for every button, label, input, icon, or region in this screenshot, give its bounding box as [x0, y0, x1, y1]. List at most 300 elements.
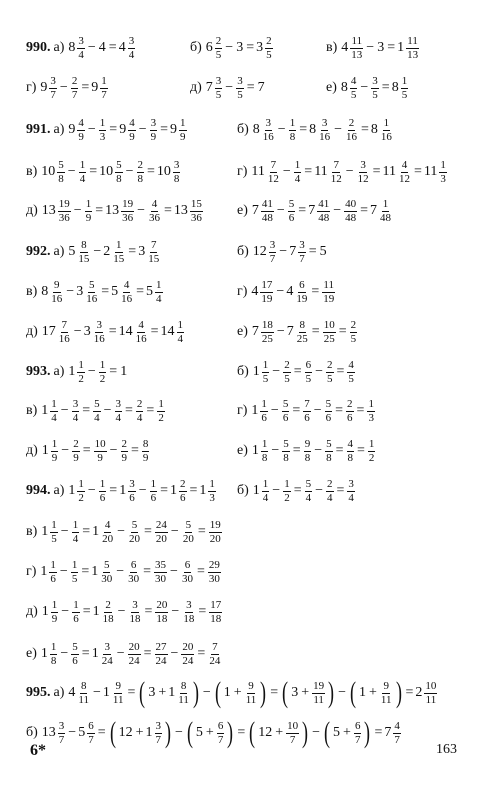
- fraction: [127, 520, 142, 545]
- fraction: [285, 721, 300, 746]
- exercise-item: [26, 191, 204, 231]
- denominator: 9: [85, 211, 92, 224]
- operator: =: [405, 685, 414, 700]
- operator: +: [158, 685, 167, 700]
- operator: −: [59, 80, 68, 95]
- operator: =: [374, 725, 383, 740]
- fraction-stack: [304, 439, 312, 464]
- numerator: 6: [305, 358, 312, 371]
- numerator: 1: [401, 74, 408, 87]
- numerator: 4: [401, 158, 408, 171]
- fraction-stack: [267, 160, 280, 185]
- math-expression: [68, 479, 217, 504]
- whole-part: 3: [256, 40, 264, 55]
- numerator: 9: [304, 437, 311, 450]
- fraction-stack: [128, 118, 136, 143]
- whole-part: 1: [68, 364, 76, 379]
- fraction: [70, 560, 80, 585]
- fraction-stack: [398, 160, 411, 185]
- numerator: 5: [326, 437, 332, 450]
- mixed-number: [68, 118, 86, 143]
- parenthesis: (: [186, 716, 193, 749]
- numerator: 1: [368, 397, 374, 410]
- fraction-stack: [286, 721, 299, 746]
- numerator: 2: [73, 437, 79, 450]
- denominator: 18: [156, 612, 168, 625]
- exercise-row: [0, 272, 480, 312]
- denominator: 30: [208, 572, 220, 585]
- numerator: 4: [123, 278, 130, 291]
- mixed-number: [370, 199, 393, 224]
- numerator: 1: [177, 318, 184, 331]
- numerator: 9: [383, 679, 389, 692]
- fraction-stack: [71, 642, 79, 667]
- numerator: 17: [261, 278, 273, 291]
- operator: =: [128, 244, 137, 259]
- denominator: 5: [71, 572, 78, 585]
- item-label: а): [53, 364, 65, 379]
- operator: =: [108, 324, 117, 339]
- denominator: 18: [129, 612, 141, 625]
- numerator: 3: [237, 74, 243, 87]
- exercise-item: [26, 110, 188, 150]
- denominator: 12: [398, 172, 410, 185]
- exercise-item: [237, 272, 336, 312]
- mixed-number: [68, 360, 86, 385]
- math-expression: [251, 399, 376, 424]
- operator: =: [82, 443, 91, 458]
- operator: −: [59, 564, 68, 579]
- fraction-stack: [51, 600, 59, 625]
- numerator: 8: [80, 679, 87, 692]
- numerator: 3: [50, 74, 56, 87]
- math-expression: [251, 160, 447, 185]
- numerator: 9: [115, 679, 121, 692]
- fraction-stack: [406, 36, 419, 61]
- operator: +: [135, 725, 144, 740]
- denominator: 48: [345, 211, 357, 224]
- exercise-item: [237, 471, 356, 511]
- denominator: 4: [305, 491, 312, 504]
- denominator: 5: [237, 88, 243, 101]
- operator: =: [308, 244, 317, 259]
- mixed-number: [92, 642, 115, 667]
- denominator: 24: [101, 654, 113, 667]
- fraction-stack: [262, 479, 270, 504]
- mixed-number: [253, 118, 276, 143]
- whole-part: 12: [252, 244, 267, 259]
- denominator: 5: [327, 372, 333, 385]
- numerator: 19: [313, 679, 325, 692]
- exercise-item: [237, 110, 394, 150]
- denominator: 4: [348, 491, 354, 504]
- operator: −: [271, 443, 280, 458]
- fraction-stack: [51, 439, 59, 464]
- fraction: [207, 642, 222, 667]
- parenthesis: ): [165, 716, 172, 749]
- parenthesis: ): [227, 716, 234, 749]
- fraction-stack: [305, 360, 313, 385]
- denominator: 9: [129, 130, 135, 143]
- fraction-stack: [283, 479, 291, 504]
- mixed-number: [119, 118, 137, 143]
- numerator: 6: [88, 719, 94, 732]
- item-label: б): [237, 483, 249, 498]
- numerator: 2: [347, 397, 353, 410]
- denominator: 13: [351, 48, 363, 61]
- denominator: 4: [156, 292, 162, 305]
- denominator: 16: [58, 332, 70, 345]
- fraction: [324, 439, 334, 464]
- numerator: 1: [262, 358, 269, 371]
- numerator: 5: [131, 518, 138, 531]
- fraction: [154, 600, 169, 625]
- operator: +: [343, 725, 351, 740]
- mixed-number: [424, 160, 448, 185]
- denominator: 4: [79, 172, 86, 185]
- operator: +: [369, 685, 377, 700]
- fraction: [98, 360, 108, 385]
- whole-part: 5: [78, 725, 86, 740]
- operator: −: [345, 164, 354, 179]
- item-label: д): [190, 80, 202, 95]
- mixed-number: [68, 681, 91, 706]
- fraction-stack: [182, 600, 195, 625]
- denominator: 4: [72, 411, 79, 424]
- whole-part: 7: [370, 203, 378, 218]
- denominator: 20: [155, 532, 167, 545]
- mixed-number: [253, 240, 278, 265]
- exercise-number: 991.: [26, 122, 51, 137]
- mixed-number: [415, 681, 438, 706]
- fraction-stack: [261, 320, 274, 345]
- fraction-stack: [209, 600, 222, 625]
- fraction: [302, 399, 312, 424]
- mixed-number: [92, 520, 115, 545]
- fraction-stack: [128, 520, 141, 545]
- denominator: 6: [72, 654, 78, 667]
- denominator: 16: [319, 130, 331, 143]
- denominator: 20: [102, 532, 114, 545]
- math-expression: [40, 560, 221, 585]
- fraction-stack: [129, 600, 142, 625]
- denominator: 9: [73, 451, 79, 464]
- fraction-stack: [350, 76, 358, 101]
- fraction-stack: [371, 76, 379, 101]
- whole-part: 8: [370, 122, 378, 137]
- operator: =: [101, 284, 110, 299]
- fraction-stack: [157, 399, 165, 424]
- mixed-number: [138, 240, 161, 265]
- denominator: 9: [78, 130, 84, 143]
- numerator: 1: [78, 358, 84, 371]
- fraction: [84, 199, 94, 224]
- mixed-number: [119, 479, 137, 504]
- fraction: [180, 642, 195, 667]
- fraction-stack: [323, 320, 336, 345]
- operator: −: [175, 725, 183, 740]
- operator: −: [92, 685, 101, 700]
- fraction-stack: [136, 399, 144, 424]
- numerator: 5: [282, 397, 289, 410]
- operator: −: [315, 364, 324, 379]
- whole-part: 2: [103, 244, 111, 259]
- mixed-number: [392, 76, 410, 101]
- numerator: 9: [54, 278, 60, 291]
- item-label: г): [237, 284, 248, 299]
- fraction-stack: [368, 439, 376, 464]
- math-expression: [42, 320, 185, 345]
- whole-part: 11: [251, 164, 265, 179]
- whole-part: 10: [156, 164, 171, 179]
- denominator: 16: [135, 332, 147, 345]
- fraction-stack: [128, 479, 136, 504]
- numerator: 2: [105, 598, 111, 611]
- operator: =: [246, 40, 255, 55]
- fraction: [70, 76, 80, 101]
- fraction-stack: [261, 439, 269, 464]
- numerator: 2: [350, 318, 357, 331]
- mixed-number: [253, 360, 271, 385]
- numerator: 3: [269, 238, 276, 251]
- denominator: 3: [209, 491, 215, 504]
- denominator: 4: [72, 532, 79, 545]
- fraction-stack: [77, 240, 90, 265]
- fraction: [282, 479, 292, 504]
- fraction-stack: [77, 681, 90, 706]
- fraction-stack: [87, 721, 95, 746]
- numerator: 5: [116, 158, 122, 171]
- fraction-stack: [289, 118, 297, 143]
- denominator: 5: [266, 48, 272, 61]
- operator: −: [138, 483, 147, 498]
- numerator: 3: [372, 74, 378, 87]
- numerator: 1: [79, 158, 86, 171]
- operator: =: [146, 403, 155, 418]
- denominator: 5: [350, 332, 357, 345]
- operator: =: [311, 324, 320, 339]
- denominator: 5: [350, 88, 357, 101]
- numerator: 20: [128, 640, 140, 653]
- denominator: 5: [262, 372, 269, 385]
- mixed-number: [341, 76, 359, 101]
- denominator: 4: [78, 48, 84, 61]
- operator: −: [315, 483, 324, 498]
- denominator: 5: [305, 372, 312, 385]
- operator: =: [127, 685, 136, 700]
- whole-part: 9: [40, 80, 48, 95]
- exercise-item: [190, 28, 274, 68]
- operator: −: [170, 524, 179, 539]
- mixed-number: [99, 160, 124, 185]
- fraction: [293, 160, 303, 185]
- parenthesis: ): [260, 676, 267, 709]
- mixed-number: [253, 479, 271, 504]
- denominator: 8: [261, 451, 268, 464]
- numerator: 10: [94, 437, 106, 450]
- exercise-row: [0, 673, 480, 713]
- fraction: [154, 642, 169, 667]
- denominator: 9: [97, 451, 103, 464]
- operator: =: [82, 524, 91, 539]
- fraction-stack: [357, 160, 370, 185]
- denominator: 2: [78, 372, 84, 385]
- fraction: [181, 520, 196, 545]
- fraction: [281, 399, 291, 424]
- numerator: 3: [299, 238, 305, 251]
- fraction-stack: [260, 280, 273, 305]
- integer: 12: [258, 725, 273, 740]
- mixed-number: [105, 199, 135, 224]
- fraction: [216, 721, 226, 746]
- fraction: [207, 560, 222, 585]
- fraction-stack: [181, 560, 194, 585]
- denominator: 36: [149, 211, 161, 224]
- exercise-row: [0, 110, 480, 150]
- fraction-stack: [350, 36, 363, 61]
- numerator: 40: [345, 197, 357, 210]
- operator: =: [335, 443, 344, 458]
- math-expression: [68, 240, 161, 265]
- math-expression: [68, 118, 187, 143]
- exercise-row: [0, 68, 480, 108]
- numerator: 1: [262, 477, 269, 490]
- item-label: а): [53, 244, 65, 259]
- fraction-stack: [345, 118, 358, 143]
- denominator: 19: [323, 292, 335, 305]
- fraction-stack: [179, 118, 187, 143]
- numerator: 1: [99, 477, 106, 490]
- denominator: 2: [158, 411, 164, 424]
- operator: =: [197, 646, 206, 661]
- integer: 4: [98, 40, 106, 55]
- whole-part: 1: [119, 483, 127, 498]
- operator: −: [60, 524, 69, 539]
- operator: =: [299, 122, 308, 137]
- numerator: 10: [323, 318, 335, 331]
- fraction-stack: [296, 320, 309, 345]
- numerator: 5: [325, 397, 332, 410]
- fraction: [356, 160, 371, 185]
- operator: −: [61, 443, 70, 458]
- operator: =: [136, 284, 144, 299]
- denominator: 6: [150, 491, 157, 504]
- denominator: 2: [99, 372, 106, 385]
- fraction-stack: [58, 721, 66, 746]
- fraction-stack: [182, 520, 195, 545]
- fraction-stack: [265, 36, 273, 61]
- denominator: 6: [261, 411, 267, 424]
- mixed-number: [251, 280, 274, 305]
- denominator: 6: [282, 411, 289, 424]
- denominator: 19: [296, 292, 308, 305]
- denominator: 8: [137, 172, 143, 185]
- operator: −: [109, 443, 118, 458]
- fraction: [93, 439, 108, 464]
- exercise-item: [26, 673, 438, 713]
- parenthesis: ): [192, 676, 199, 709]
- whole-part: 1: [252, 364, 260, 379]
- operator: =: [387, 40, 396, 55]
- denominator: 24: [182, 654, 194, 667]
- fraction-stack: [50, 280, 63, 305]
- whole-part: 4: [118, 40, 126, 55]
- item-label: б): [237, 244, 249, 259]
- denominator: 20: [182, 532, 194, 545]
- denominator: 6: [304, 411, 310, 424]
- operator: −: [66, 284, 75, 299]
- mixed-number: [103, 240, 126, 265]
- mixed-number: [68, 479, 86, 504]
- exercise-item: [237, 152, 448, 192]
- fraction: [78, 160, 88, 185]
- numerator: 1: [382, 197, 389, 210]
- item-label: в): [26, 403, 38, 418]
- fraction: [71, 520, 81, 545]
- whole-part: 1: [251, 403, 259, 418]
- operator: =: [131, 443, 139, 458]
- numerator: 9: [248, 679, 254, 692]
- fraction-stack: [102, 600, 115, 625]
- fraction: [343, 199, 358, 224]
- numerator: 1: [99, 358, 106, 371]
- denominator: 15: [113, 252, 125, 265]
- whole-part: 4: [251, 284, 259, 299]
- denominator: 11: [78, 693, 89, 706]
- mixed-number: [309, 118, 332, 143]
- fraction-stack: [326, 360, 334, 385]
- fraction: [311, 681, 326, 706]
- mixed-number: [371, 118, 394, 143]
- numerator: 4: [350, 74, 357, 87]
- item-label: в): [26, 284, 38, 299]
- fraction: [70, 642, 80, 667]
- fraction-stack: [115, 399, 123, 424]
- numerator: 3: [132, 598, 138, 611]
- numerator: 4: [347, 437, 354, 450]
- denominator: 7: [58, 733, 65, 746]
- whole-part: 7: [289, 244, 297, 259]
- numerator: 3: [104, 640, 110, 653]
- whole-part: 1: [91, 564, 99, 579]
- denominator: 7: [269, 252, 276, 265]
- whole-part: 1: [91, 646, 99, 661]
- fraction-stack: [93, 320, 106, 345]
- fraction: [92, 399, 102, 424]
- fraction: [180, 560, 195, 585]
- fraction-stack: [208, 560, 221, 585]
- numerator: 5: [88, 278, 95, 291]
- whole-part: 13: [41, 725, 56, 740]
- math-expression: [341, 36, 420, 61]
- numerator: 1: [383, 116, 390, 129]
- operator: =: [413, 164, 422, 179]
- mixed-number: [206, 36, 224, 61]
- denominator: 16: [51, 292, 63, 305]
- numerator: 2: [327, 358, 333, 371]
- fraction: [346, 439, 356, 464]
- fraction-stack: [85, 280, 98, 305]
- fraction-stack: [150, 118, 158, 143]
- numerator: 1: [158, 397, 164, 410]
- denominator: 4: [327, 491, 333, 504]
- fraction-stack: [298, 240, 306, 265]
- operator: −: [60, 403, 69, 418]
- fraction: [367, 439, 377, 464]
- numerator: 1: [51, 437, 58, 450]
- denominator: 4: [262, 491, 269, 504]
- mixed-number: [42, 320, 72, 345]
